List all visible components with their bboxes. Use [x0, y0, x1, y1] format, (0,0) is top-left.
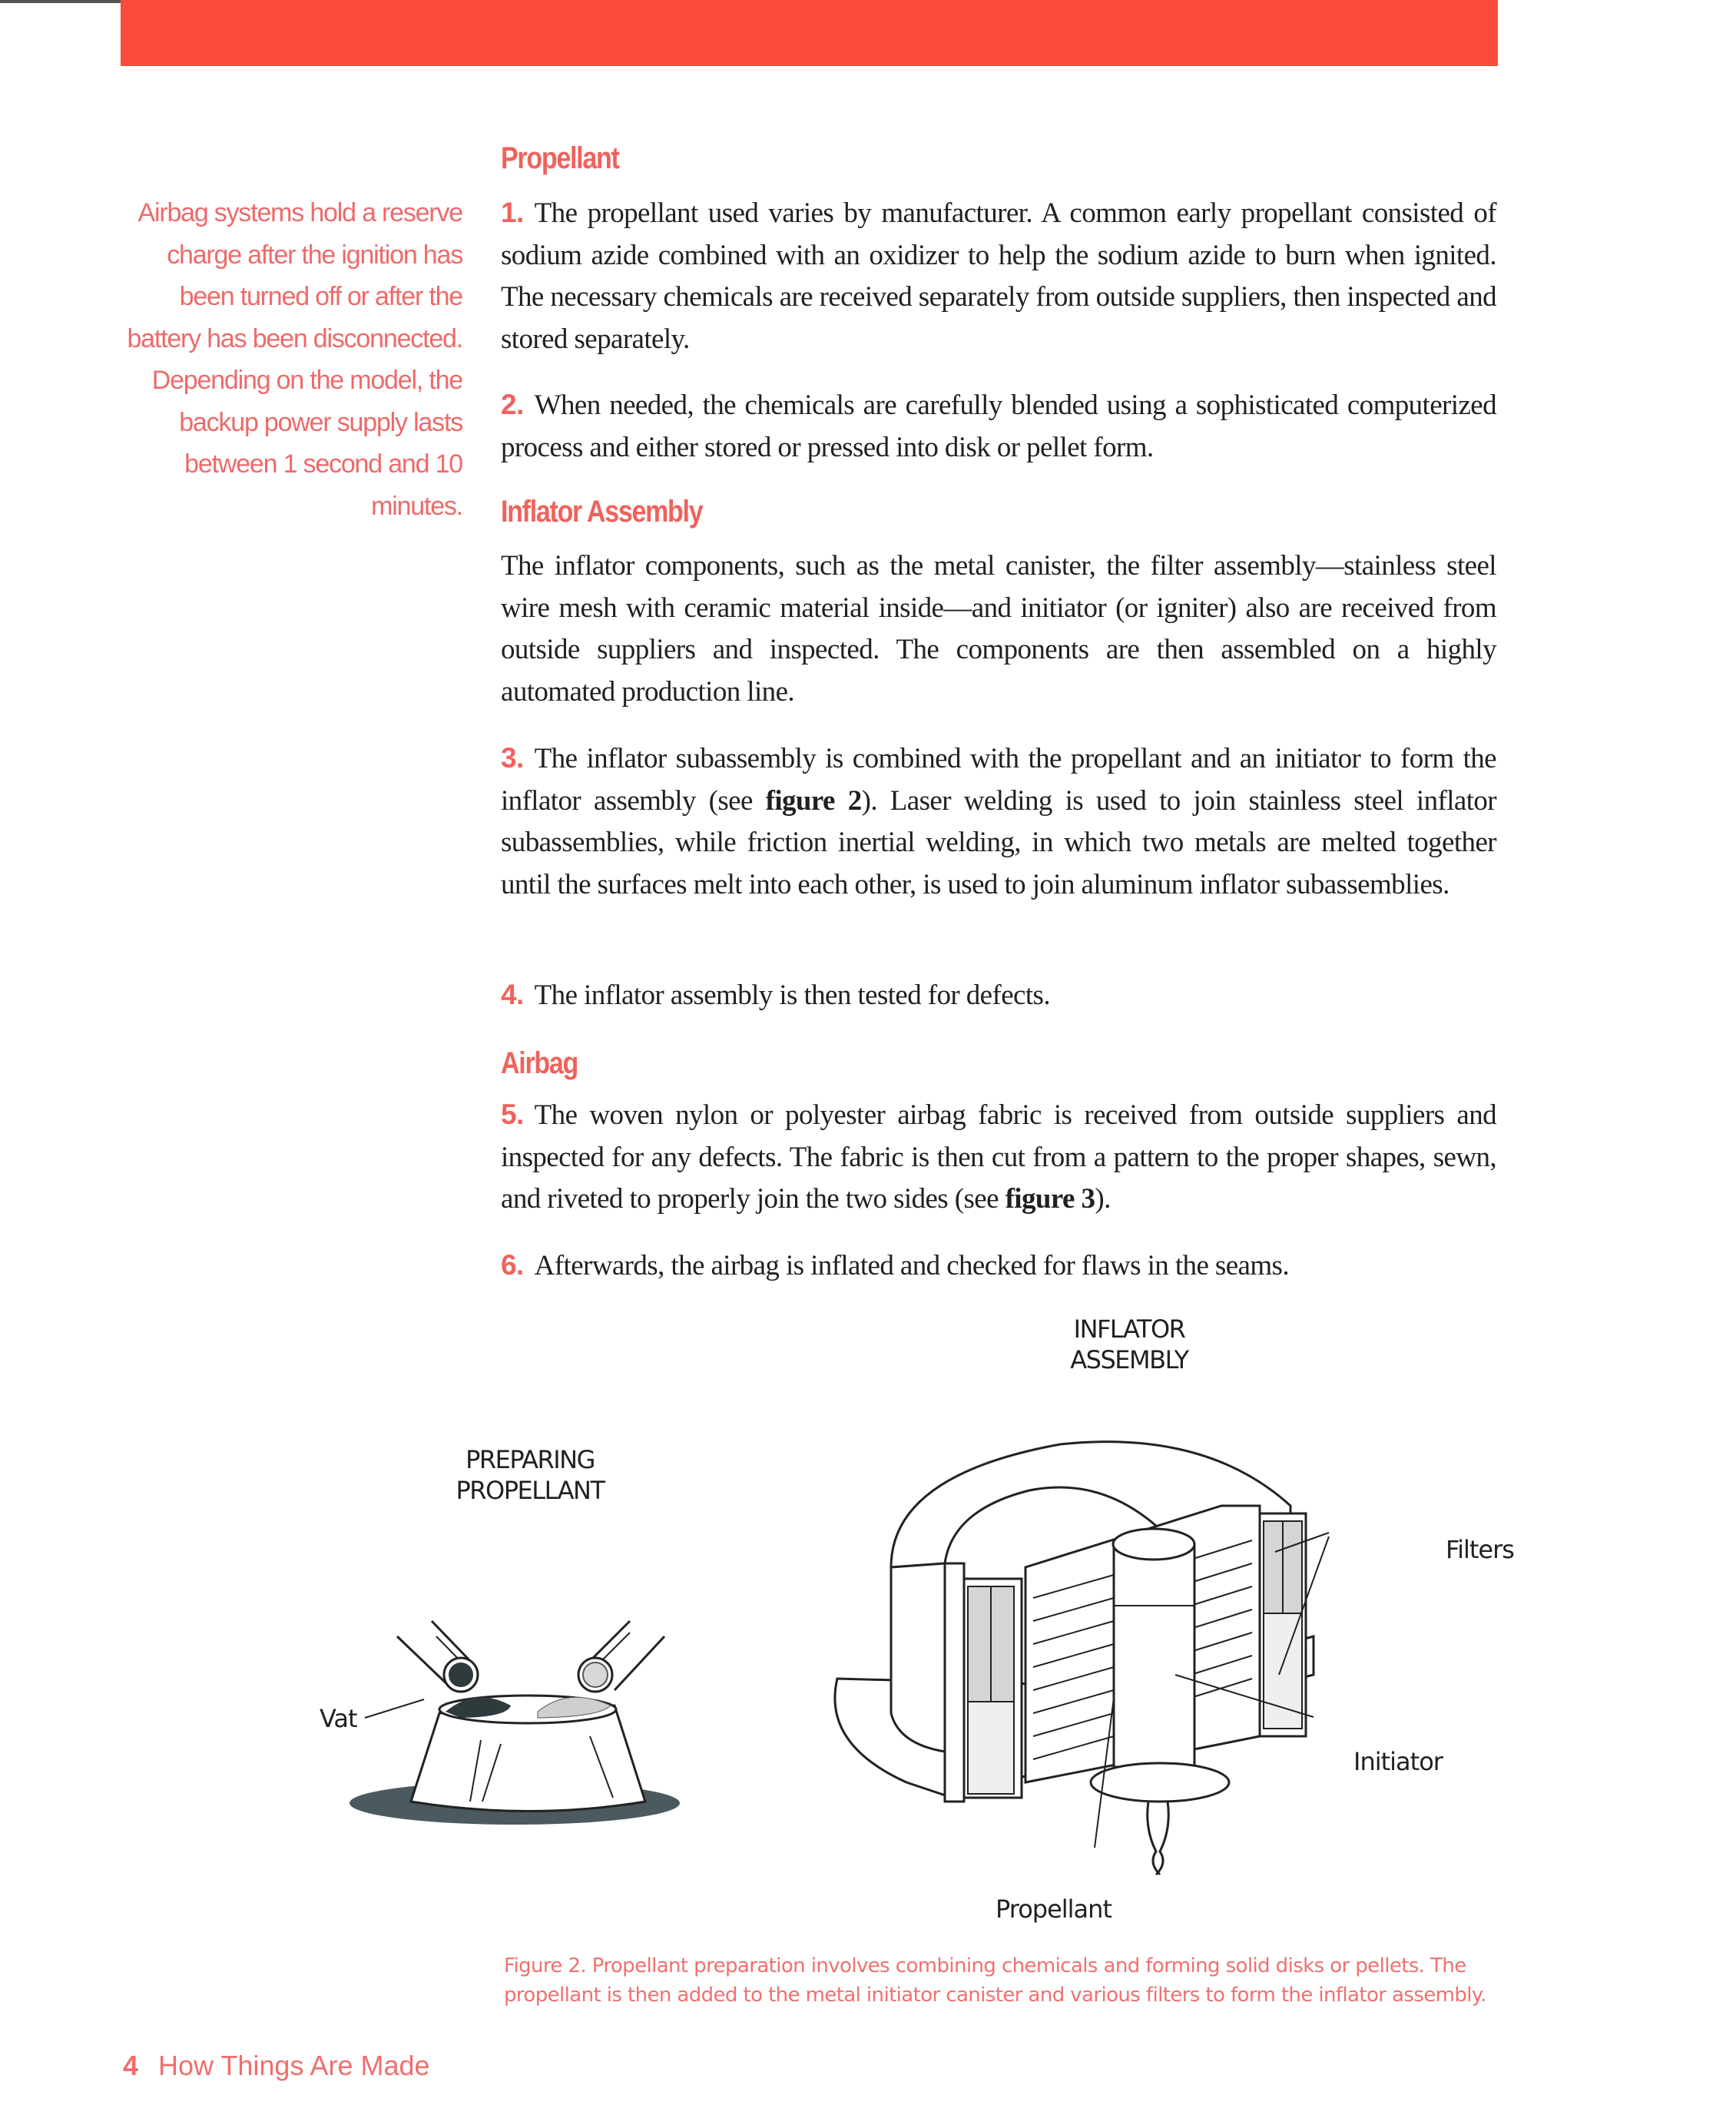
book-title: How Things Are Made [158, 2050, 430, 2081]
figure-title-line: INFLATOR [1073, 1314, 1185, 1344]
step-number: 5. [501, 1099, 524, 1130]
step-text: Afterwards, the airbag is inflated and checked for flaws in the seams. [534, 1250, 1289, 1281]
step-text: The woven nylon or polyester airbag fabric is received from outside suppliers and inspected for any defects. The fabric is then cut from a pattern to the proper shapes, sewn, and riveted to properly join the two sides (see [501, 1099, 1496, 1215]
step-5-paragraph [501, 1094, 1496, 1221]
step-2-paragraph [501, 384, 1496, 469]
step-number: 2. [501, 389, 524, 420]
step-number: 4. [501, 979, 524, 1010]
step-4-paragraph [501, 974, 1496, 1017]
page-number: 4 [123, 2050, 139, 2081]
step-text: When needed, the chemicals are carefully blended using a sophisticated computerized process and either stored or pressed into disk or pellet form. [501, 390, 1496, 463]
figure-title-line: PREPARING [465, 1445, 595, 1474]
figure-caption: Figure 2. Propellant preparation involves combining chemicals and forming solid disks or pellets. The propellant is then added to the metal initiator canister and various filters to form the inflator assembly. [504, 1954, 1486, 2007]
figure-reference: figure 3 [1005, 1183, 1095, 1215]
step-1-paragraph [501, 192, 1496, 360]
step-number: 6. [501, 1249, 524, 1281]
inflator-assembly-illustration [807, 1383, 1459, 1936]
header-color-bar [121, 0, 1498, 66]
top-rule [0, 0, 121, 3]
step-text: ). Laser welding is used to join stainless steel inflator subassemblies, while friction inertial welding, in which two metals are melted together until the surfaces melt into each other, is used to join aluminum inflator subassemblies. [501, 784, 1497, 900]
step-text: The inflator assembly is then tested for defects. [534, 980, 1050, 1011]
step-text: The propellant used varies by manufacturer. A common early propellant consisted of sodium azide combined with an oxidizer to help the sodium azide to burn when ignited. The necessary chemicals are received separately from outside suppliers, then inspected and stored separately. [501, 197, 1496, 355]
section-heading-inflator-assembly: Inflator Assembly [501, 495, 703, 529]
figure-reference: figure 2 [765, 784, 862, 817]
step-number: 3. [501, 742, 524, 774]
callout-vat: Vat [320, 1704, 357, 1733]
step-number: 1. [501, 197, 524, 228]
figure-title-inflator-assembly [1029, 1314, 1229, 1375]
callout-initiator: Initiator [1353, 1747, 1443, 1776]
callout-filters: Filters [1446, 1535, 1514, 1564]
section-heading-airbag: Airbag [501, 1046, 578, 1080]
figure-title-line: PROPELLANT [456, 1476, 605, 1505]
section-heading-propellant: Propellant [501, 141, 619, 175]
figure-title-preparing-propellant [430, 1444, 630, 1506]
vat-illustration [307, 1521, 691, 1828]
figure-title-line: ASSEMBLY [1070, 1345, 1188, 1374]
sidebar-note: Airbag systems hold a reserve charge after the ignition has been turned off or after the battery has been disconnected. Depending on the model, the backup power supply lasts between 1 second and 10 minutes. [127, 198, 462, 521]
page-footer [123, 2050, 430, 2082]
inflator-intro-paragraph: The inflator components, such as the metal canister, the filter assembly—stainless steel wire mesh with ceramic material inside—and initiator (or igniter) also are received from outside suppliers and inspected. The components are then assembled on a highly automated production line. [501, 550, 1496, 708]
step-3-paragraph [501, 738, 1496, 906]
step-text: ). [1095, 1183, 1111, 1215]
step-6-paragraph [501, 1245, 1496, 1288]
callout-propellant: Propellant [996, 1895, 1112, 1924]
step-text: The inflator subassembly is combined with the propellant and an initiator to form the inflator assembly (see [501, 743, 1496, 817]
